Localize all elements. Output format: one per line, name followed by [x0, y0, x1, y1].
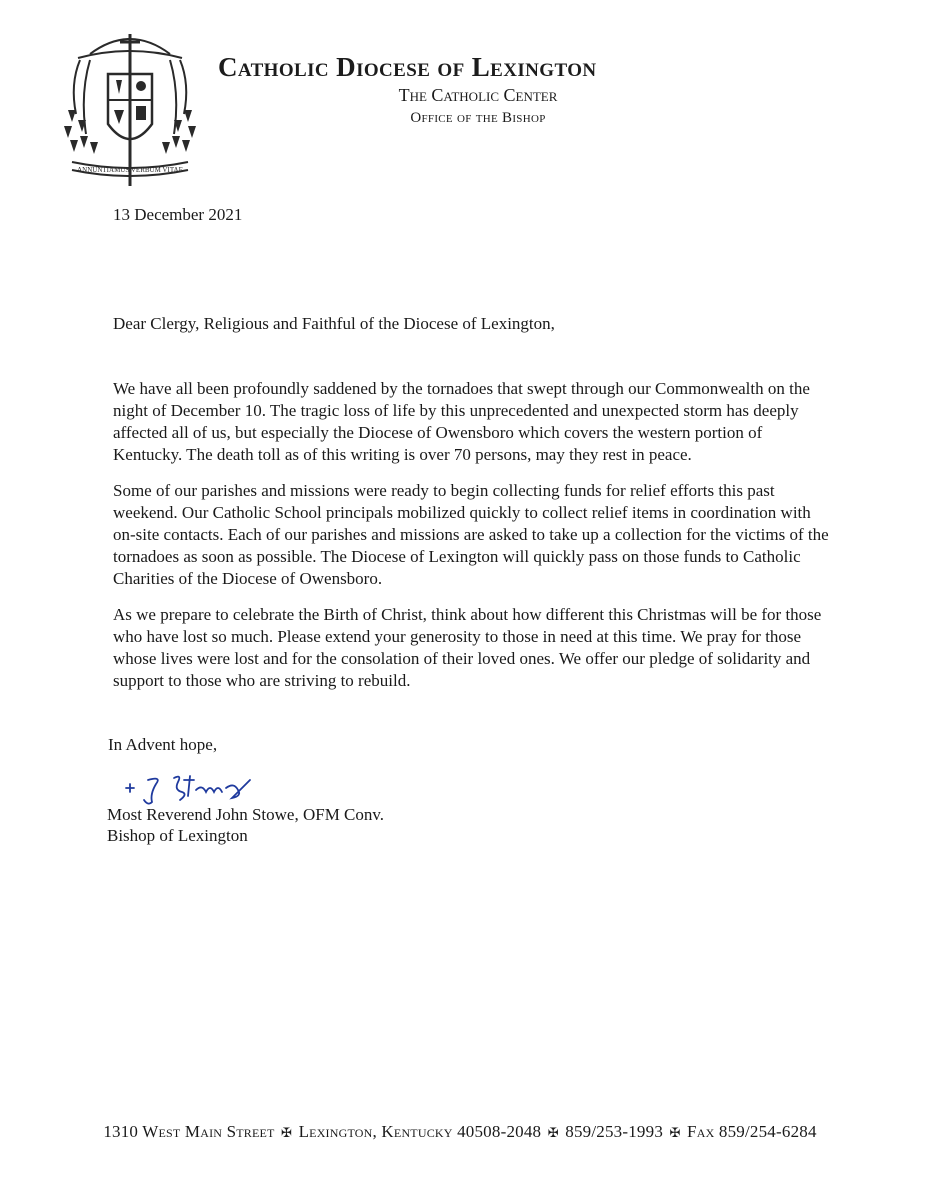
paragraph: We have all been profoundly saddened by the tornadoes that swept through our Commonwealth on the night of December 10. The tragic loss of life by this unprecedented and unexpected storm has deeply affected all of us, but especially the Diocese of Owensboro which covers the western portion of Kentucky. The death toll as of this writing is over 70 persons, may they rest in peace. [113, 379, 810, 464]
footer-fax: Fax 859/254-6284 [687, 1122, 817, 1141]
footer-address: 1310 West Main Street [103, 1122, 275, 1141]
separator-icon: ✠ [547, 1125, 559, 1140]
footer-contact [60, 1122, 860, 1142]
paragraph: As we prepare to celebrate the Birth of Christ, think about how different this Christmas will be for those who have lost so much. Please extend your generosity to those in need at this time. We pray for those whose lives were lost and for the consolation of their loved ones. We offer our pledge of solidarity and support to those who are striving to rebuild. [113, 605, 822, 690]
signer-title: Bishop of Lexington [107, 826, 248, 845]
footer-city: Lexington, Kentucky 40508-2048 [298, 1122, 542, 1141]
closing: In Advent hope, [108, 735, 218, 754]
diocese-coat-of-arms [50, 14, 210, 194]
signer-name: Most Reverend John Stowe, OFM Conv. [107, 805, 385, 824]
handwritten-signature [122, 770, 262, 806]
separator-icon: ✠ [669, 1125, 681, 1140]
footer-phone: 859/253-1993 [565, 1122, 664, 1141]
center-name: The Catholic Center [398, 85, 558, 105]
svg-text:ANNUNTIAMUS VERBUM VITAE: ANNUNTIAMUS VERBUM VITAE [77, 166, 183, 174]
paragraph: Some of our parishes and missions were ready to begin collecting funds for relief efforts this past weekend. Our Catholic School principals mobilized quickly to collect relief items in coordination with on-site contacts. Each of our parishes and missions are asked to take up a collection for the victims of the tornadoes as soon as possible. The Diocese of Lexington will quickly pass on those funds to Catholic Charities of the Diocese of Owensboro. [113, 481, 829, 588]
letter-body [113, 378, 833, 706]
letter-date: 13 December 2021 [113, 205, 243, 224]
organization-name: Catholic Diocese of Lexington [218, 52, 597, 82]
separator-icon: ✠ [281, 1125, 293, 1140]
office-name: Office of the Bishop [410, 110, 546, 126]
salutation: Dear Clergy, Religious and Faithful of the Diocese of Lexington, [113, 314, 555, 333]
